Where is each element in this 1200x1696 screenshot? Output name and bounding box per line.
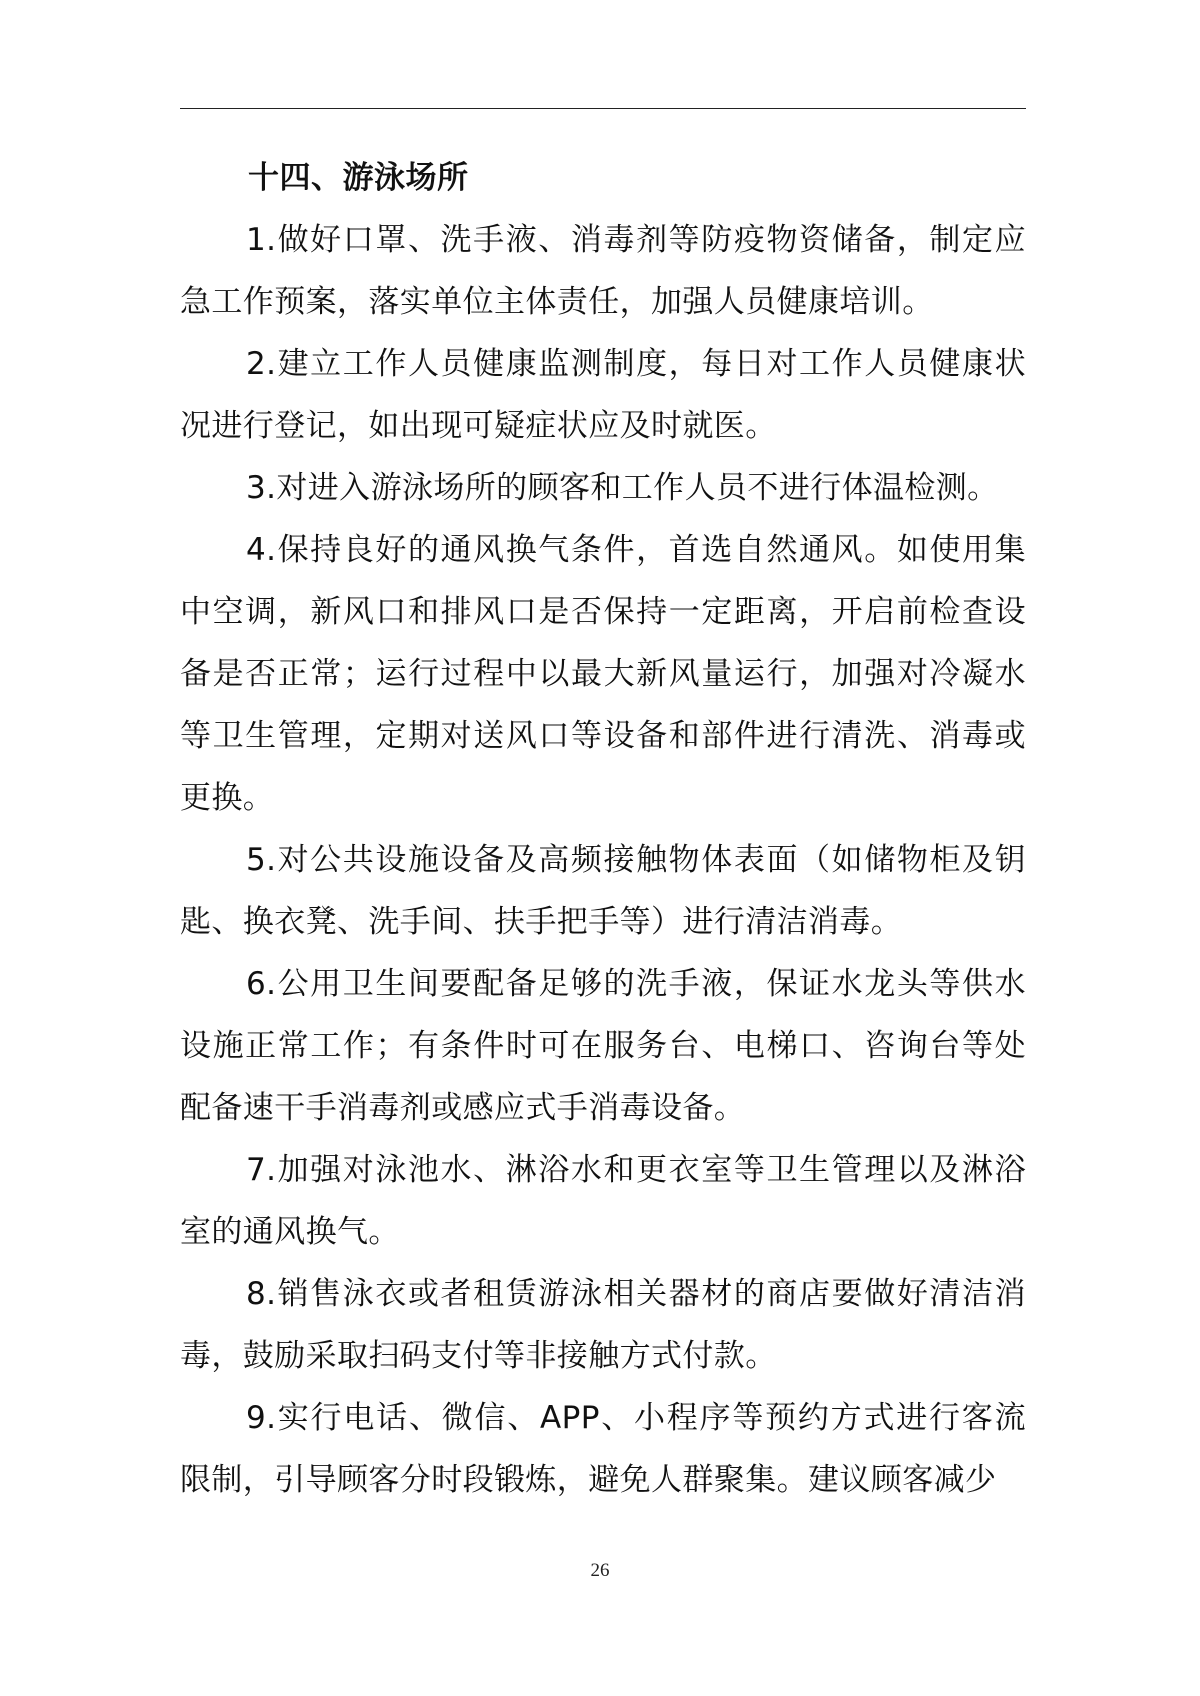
paragraph-6: 6.公用卫生间要配备足够的洗手液，保证水龙头等供水设施正常工作；有条件时可在服务台、电梯口、咨询台等处配备速干手消毒剂或感应式手消毒设备。 (180, 966, 1026, 1126)
document-body (180, 147, 1026, 1511)
paragraph-8: 8.销售泳衣或者租赁游泳相关器材的商店要做好清洁消毒，鼓励采取扫码支付等非接触方式付款。 (180, 1276, 1026, 1374)
section-title: 十四、游泳场所 (248, 160, 469, 196)
paragraph-7: 7.加强对泳池水、淋浴水和更衣室等卫生管理以及淋浴室的通风换气。 (180, 1152, 1026, 1250)
paragraph-5: 5.对公共设施设备及高频接触物体表面（如储物柜及钥匙、换衣凳、洗手间、扶手把手等）进行清洁消毒。 (180, 842, 1026, 940)
paragraph-2: 2.建立工作人员健康监测制度，每日对工作人员健康状况进行登记，如出现可疑症状应及时就医。 (180, 346, 1026, 444)
paragraph-4: 4.保持良好的通风换气条件，首选自然通风。如使用集中空调，新风口和排风口是否保持一定距离，开启前检查设备是否正常；运行过程中以最大新风量运行，加强对冷凝水等卫生管理，定期对送风口等设备和部件进行清洗、消毒或更换。 (180, 532, 1026, 816)
page-number: 26 (590, 1560, 610, 1581)
paragraph-1: 1.做好口罩、洗手液、消毒剂等防疫物资储备，制定应急工作预案，落实单位主体责任，加强人员健康培训。 (180, 222, 1026, 320)
paragraph-3: 3.对进入游泳场所的顾客和工作人员不进行体温检测。 (246, 470, 999, 506)
paragraph-9: 9.实行电话、微信、APP、小程序等预约方式进行客流限制，引导顾客分时段锻炼，避免人群聚集。建议顾客减少 (180, 1400, 1026, 1498)
header-rule (180, 108, 1026, 109)
